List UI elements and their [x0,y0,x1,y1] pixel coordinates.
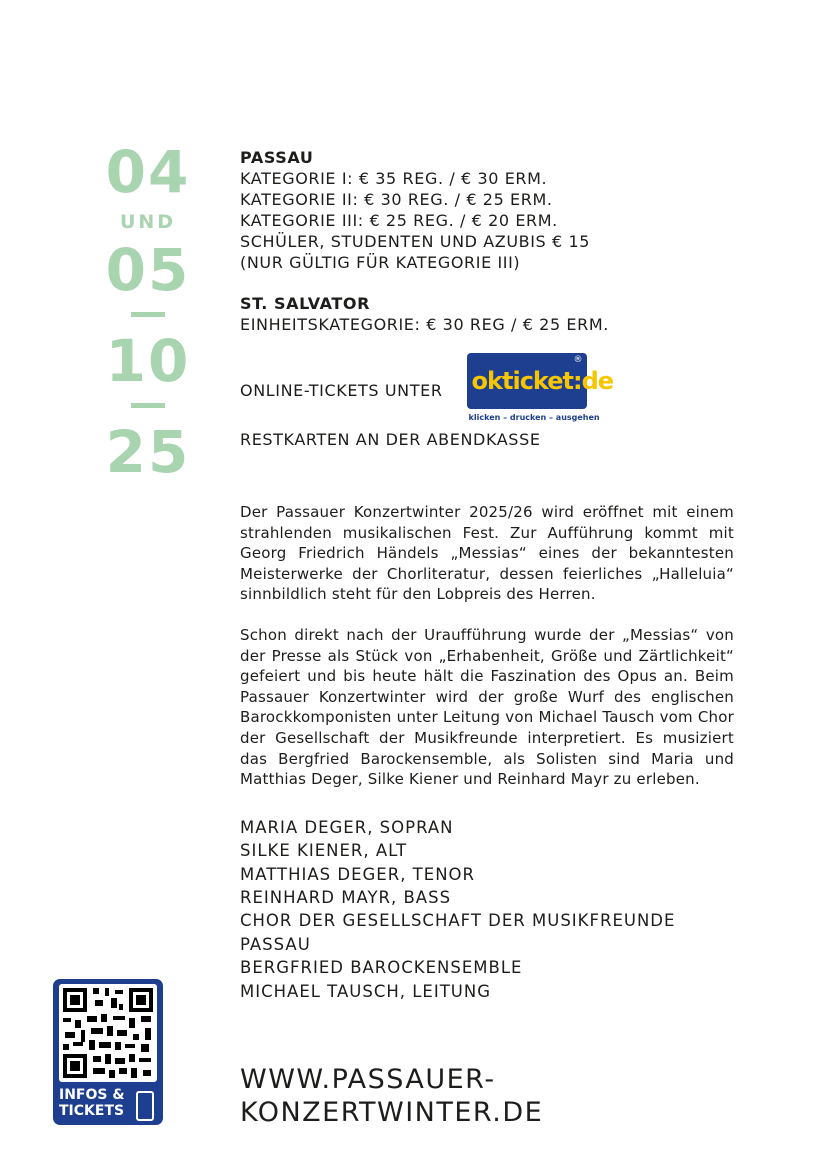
price-line: KATEGORIE I: € 35 REG. / € 30 ERM. [240,169,548,188]
okticket-logo-box [467,353,614,409]
price-line: KATEGORIE II: € 30 REG. / € 25 ERM. [240,190,553,209]
qr-label [59,1087,125,1119]
price-line: (NUR GÜLTIG FÜR KATEGORIE III) [240,253,521,272]
okticket-tagline: klicken – drucken – ausgehen [468,413,600,422]
cast-item: SILKE KIENER, ALT [240,841,408,861]
event-date [92,140,204,484]
cast-list [240,816,734,1003]
cast-item: MARIA DEGER, SOPRAN [240,817,454,837]
phone-nfc-icon [136,1091,154,1121]
main-content [240,147,734,1003]
website-link[interactable] [240,1063,543,1129]
okticket-logo[interactable] [467,353,614,427]
description-paragraph: Der Passauer Konzertwinter 2025/26 wird eröffnet mit einem strahlenden musikalischen Fest. Zur Aufführung kommt mit Georg Friedrich Händels „Messias“ eines der bekanntesten Meisterwerke der Chorliteratur, dessen feierliches „Halleluia“ sinnbildlich steht für den Lobpreis des Herren. [240,503,734,604]
date-day-second: 05 [105,236,191,304]
online-tickets-label: ONLINE-TICKETS UNTER [240,380,443,400]
description-paragraph: Schon direkt nach der Uraufführung wurde der „Messias“ von der Presse als Stück von „Erhabenheit, Größe und Zärtlichkeit“ gefeiert und bis heute hält die Faszination des Opus an. Beim Passauer Konzertwinter wird der große Wurf des englischen Barockkomponisten unter Leitung von Michael Tausch vom Chor der Gesellschaft der Musikfreunde interpretiert. Es musiziert das Bergfried Barockensemble, als Solisten sind Maria und Matthias Deger, Silke Kiener und Reinhard Mayr zu erleben. [240,625,734,789]
registered-mark: ® [573,355,583,365]
cast-item: MATTHIAS DEGER, TENOR [240,864,475,884]
online-tickets-row [240,351,734,429]
date-year: 25 [105,418,191,486]
date-divider [131,312,165,317]
date-month: 10 [105,327,191,395]
price-line: KATEGORIE III: € 25 REG. / € 20 ERM. [240,211,558,230]
cast-item: PASSAU [240,934,311,954]
date-conjunction: UND [119,211,177,233]
cast-item: REINHARD MAYR, BASS [240,887,452,907]
date-divider [131,403,165,408]
qr-code-badge[interactable] [53,979,163,1125]
okticket-logo-text: okticket:de [471,367,614,395]
qr-label-line: INFOS & [59,1087,125,1103]
ticket-prices-st-salvator [240,293,734,335]
ticket-prices-passau [240,147,734,273]
venue-title: ST. SALVATOR [240,294,371,313]
price-line: EINHEITSKATEGORIE: € 30 REG / € 25 ERM. [240,315,609,334]
cast-item: BERGFRIED BAROCKENSEMBLE [240,958,523,978]
date-day-first: 04 [105,138,191,206]
venue-title: PASSAU [240,148,314,167]
website-line: WWW.PASSAUER- [240,1064,496,1095]
price-line: SCHÜLER, STUDENTEN UND AZUBIS € 15 [240,232,591,251]
cast-item: MICHAEL TAUSCH, LEITUNG [240,981,492,1001]
box-office-note: RESTKARTEN AN DER ABENDKASSE [240,430,541,449]
qr-label-line: TICKETS [59,1103,125,1119]
website-line: KONZERTWINTER.DE [240,1097,544,1128]
cast-item: CHOR DER GESELLSCHAFT DER MUSIKFREUNDE [240,911,676,931]
qr-code-icon [59,984,157,1082]
qr-code-graphic [59,984,157,1082]
